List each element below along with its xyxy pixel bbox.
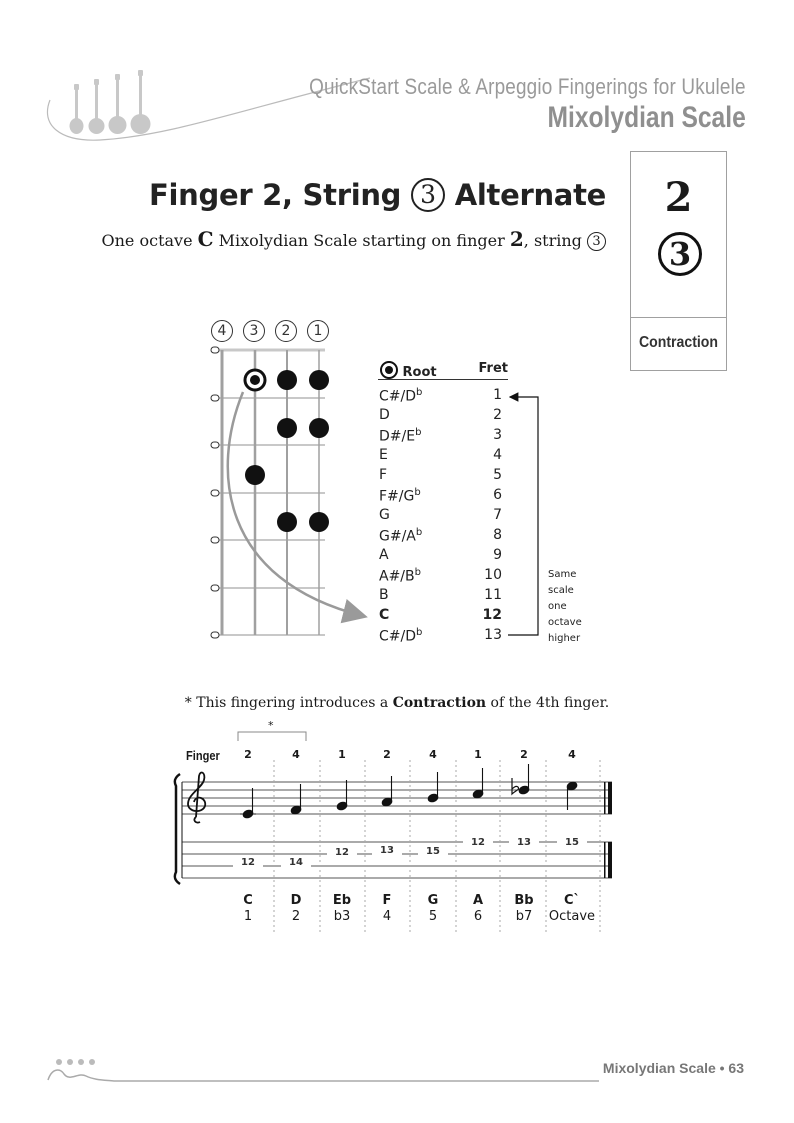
page-title <box>149 178 606 212</box>
fretboard-diagram <box>205 340 380 645</box>
subtitle-part2: Mixolydian Scale starting on finger <box>218 231 505 250</box>
fret-table-note <box>379 567 421 585</box>
note-name: Bb <box>514 893 534 908</box>
fret-table-note <box>379 587 389 603</box>
note-part1: * This fingering introduces a <box>184 695 389 711</box>
fret-table-fret: 9 <box>493 547 502 563</box>
footer-decoration <box>44 1058 604 1086</box>
note-label: G <box>379 507 390 523</box>
note-name: F <box>382 893 392 908</box>
finger-number: 2 <box>383 748 391 761</box>
subtitle-part3: , string <box>523 231 582 250</box>
finger-number: 1 <box>474 748 482 761</box>
final-barline <box>604 782 612 878</box>
sidebox-divider <box>631 317 726 318</box>
note-label: C#/D <box>379 388 417 405</box>
fingering-note <box>0 695 794 711</box>
side-note-line: octave <box>548 617 582 628</box>
subtitle-key: C <box>197 227 214 251</box>
fret-table-note <box>379 607 389 623</box>
fret-table-fret: 11 <box>484 587 502 603</box>
fret-table-note <box>379 427 421 445</box>
fret-table-note <box>379 627 422 645</box>
side-note-line: Same <box>548 569 577 580</box>
note-label: F#/G <box>379 488 415 505</box>
fret-table-fret: 7 <box>493 507 502 523</box>
note-name: G <box>427 893 439 908</box>
note-label: F <box>379 467 388 483</box>
note-name: Eb <box>332 893 352 908</box>
note-label: B <box>379 587 389 603</box>
accidental-flat: b <box>415 527 423 538</box>
side-note-line: scale <box>548 585 574 596</box>
fret-table-fret: 2 <box>493 407 502 423</box>
fret-table-fret: 8 <box>493 527 502 543</box>
fret-header: Fret <box>478 361 508 376</box>
position-sidebox <box>630 151 727 371</box>
note-label: D <box>379 407 390 423</box>
note-label: A <box>379 547 389 563</box>
note-label: C#/D <box>379 628 417 645</box>
tab-fret-number: 13 <box>509 838 539 848</box>
note-name: C <box>243 893 253 908</box>
string-number-1: 1 <box>307 320 329 342</box>
scale-degree: 4 <box>382 909 392 924</box>
title-string-circle: 3 <box>411 178 445 212</box>
fret-table-fret: 1 <box>493 387 502 403</box>
tab-fret-number: 14 <box>281 858 311 868</box>
scale-degree: 2 <box>291 909 301 924</box>
tab-fret-number: 13 <box>372 846 402 856</box>
fret-table-fret: 5 <box>493 467 502 483</box>
side-note-line: one <box>548 601 567 612</box>
subtitle-finger: 2 <box>509 227 524 251</box>
book-subtitle: QuickStart Scale & Arpeggio Fingerings for Ukulele <box>309 74 746 99</box>
note-heads <box>240 764 578 819</box>
note-label: G#/A <box>379 528 416 545</box>
root-symbol-icon <box>380 361 398 379</box>
scale-degree: 6 <box>473 909 483 924</box>
note-label: C <box>379 607 390 623</box>
note-name: A <box>472 893 484 908</box>
finger-number: 1 <box>338 748 346 761</box>
fret-table-note <box>379 487 421 505</box>
string-number-3: 3 <box>243 320 265 342</box>
note-name: D <box>290 893 302 908</box>
sidebox-string-circle: 3 <box>658 232 702 276</box>
side-note-line: higher <box>548 633 581 644</box>
fret-table-note <box>379 407 390 423</box>
tab-fret-number: 12 <box>327 848 357 858</box>
subtitle-string-circle: 3 <box>587 232 606 251</box>
staff-lines <box>182 782 612 814</box>
sidebox-label: Contraction <box>638 334 719 351</box>
octave-bracket-arrow <box>500 385 550 645</box>
string-number-2: 2 <box>275 320 297 342</box>
fret-table-note <box>379 547 389 563</box>
finger-number: 2 <box>520 748 528 761</box>
contraction-bracket <box>236 730 310 742</box>
note-bold: Contraction <box>392 695 487 711</box>
fret-table-note <box>379 447 388 463</box>
note-part2: of the 4th finger. <box>490 695 610 711</box>
accidental-flat: b <box>414 487 421 498</box>
root-legend <box>380 361 437 380</box>
accidental-flat: b <box>415 427 422 438</box>
note-label: A#/B <box>379 568 415 585</box>
accidental-flat: b <box>414 567 421 578</box>
finger-number: 2 <box>244 748 252 761</box>
table-header-rule <box>378 379 508 380</box>
accidental-flat: b <box>416 627 423 638</box>
page-footer: Mixolydian Scale • 63 <box>602 1060 744 1076</box>
flat-sign-icon <box>512 778 519 794</box>
title-part2: Alternate <box>454 178 606 212</box>
note-name: C` <box>563 893 581 908</box>
string-number-4: 4 <box>211 320 233 342</box>
fret-table-fret: 4 <box>493 447 502 463</box>
fret-table-note <box>379 527 422 545</box>
scale-degree: b7 <box>515 909 533 924</box>
finger-number: 4 <box>568 748 576 761</box>
sidebox-finger: 2 <box>664 174 693 221</box>
octave-side-note <box>548 567 582 647</box>
fret-table-fret: 13 <box>484 627 502 643</box>
tab-fret-number: 15 <box>418 847 448 857</box>
fret-table-note <box>379 387 422 405</box>
page-subtitle <box>102 227 607 251</box>
contraction-asterisk: * <box>268 719 274 732</box>
fret-table-fret: 10 <box>484 567 502 583</box>
note-label: E <box>379 447 388 463</box>
scale-degree: Octave <box>548 909 596 924</box>
accidental-flat: b <box>416 387 423 398</box>
root-label: Root <box>402 365 437 380</box>
fret-table-fret: 3 <box>493 427 502 443</box>
subtitle-part1: One octave <box>101 231 193 250</box>
fret-table-fret: 12 <box>482 607 502 623</box>
tab-fret-number: 12 <box>463 838 493 848</box>
fret-table-note <box>379 467 387 483</box>
finger-number: 4 <box>292 748 300 761</box>
finger-row-label: Finger <box>186 748 220 763</box>
scale-degree: 1 <box>243 909 253 924</box>
tab-fret-number: 12 <box>233 858 263 868</box>
scale-degree: 5 <box>428 909 438 924</box>
fret-table-note <box>379 507 390 523</box>
title-part1: Finger 2, String <box>149 178 402 212</box>
tab-fret-number: 15 <box>557 838 587 848</box>
scale-degree: b3 <box>333 909 351 924</box>
system-brace <box>175 774 180 884</box>
fret-lines <box>215 350 325 635</box>
chapter-title: Mixolydian Scale <box>547 101 746 134</box>
note-label: D#/E <box>379 428 416 445</box>
fret-table-fret: 6 <box>493 487 502 503</box>
finger-number: 4 <box>429 748 437 761</box>
